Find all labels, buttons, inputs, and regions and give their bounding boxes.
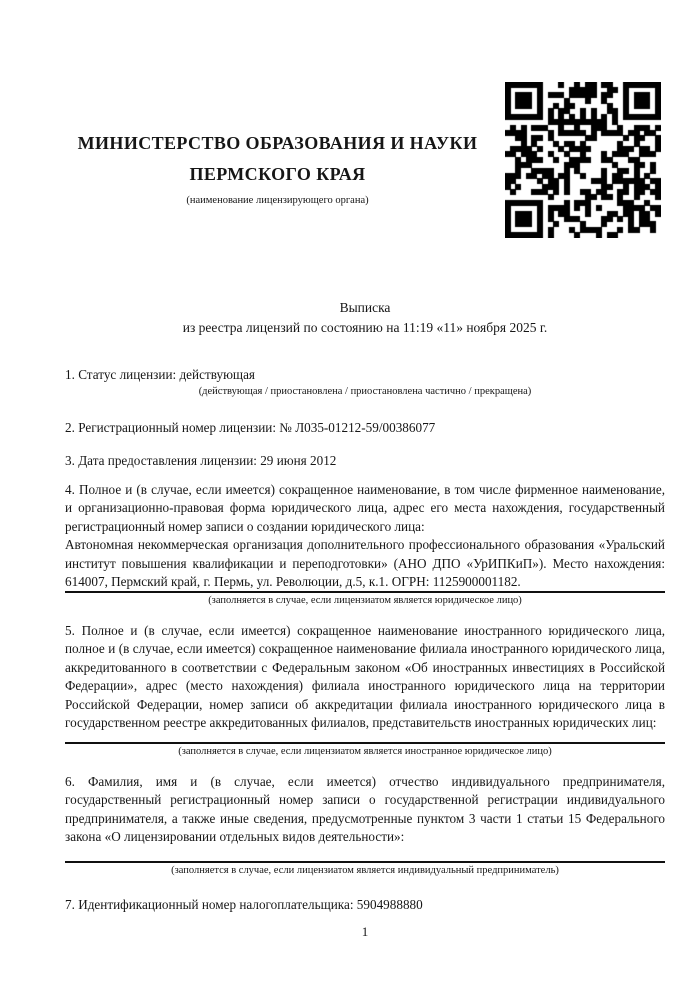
individual-entrepreneur-rule [65,861,665,863]
registration-number-text: 2. Регистрационный номер лицензии: № Л035-01212-59/00386077 [65,420,436,435]
foreign-entity-text: 5. Полное и (в случае, если имеется) сокращенное наименование иностранного юридического лица, полное и (в случае, если имеется) сокращенное наименование филиала иностранного юридического лица, аккредитованного в соответствии с Федеральным законом «Об иностранных инвестициях в Российской Федерации», адрес (место нахождения) филиала иностранного юридического лица на территории Российской Федерации, номер записи об аккредитации филиала иностранного юридического лица в государственном реестре аккредитованных филиалов, представительств иностранных юридических лиц: [65,623,665,731]
ministry-name-line1: МИНИСТЕРСТВО ОБРАЗОВАНИЯ И НАУКИ [77,133,478,153]
item-foreign-entity [65,622,665,758]
license-status-options-caption: (действующая / приостановлена / приостановлена частично / прекращена) [198,386,532,398]
item-taxpayer-number [65,896,665,914]
grant-date-text: 3. Дата предоставления лицензии: 29 июня 2012 [65,453,337,468]
foreign-entity-caption: (заполняется в случае, если лицензиатом является иностранное юридическое лицо) [178,746,552,758]
item-registration-number [65,419,665,437]
document-title-line2: из реестра лицензий по состоянию на 11:19 «11» ноября 2025 г. [182,319,548,335]
item-individual-entrepreneur [65,773,665,877]
ministry-caption: (наименование лицензирующего органа) [186,195,369,206]
legal-entity-text: 4. Полное и (в случае, если имеется) сокращенное наименование, в том числе фирменное наименование, и организационно-правовая форма юридического лица, адрес его места нахождения, государственный регистрационный номер записи о создании юридического лица: [65,482,665,534]
document-title-line1: Выписка [339,300,391,315]
qr-code-icon [505,82,661,238]
taxpayer-number-text: 7. Идентификационный номер налогоплательщика: 5904988880 [65,897,423,912]
document-title [65,298,665,337]
individual-entrepreneur-caption: (заполняется в случае, если лицензиатом является индивидуальный предприниматель) [171,864,559,876]
foreign-entity-rule [65,742,665,744]
item-legal-entity [65,481,665,607]
licensing-authority-header [65,128,490,207]
legal-entity-value: Автономная некоммерческая организация дополнительного профессионального образования «Уральский институт повышения квалификации и переподготовки» (АНО ДПО «УрИПКиП»). Место нахождения: 614007, Пермский край, г. Пермь, ул. Революции, д.5, к.1. ОГРН: 1125900001182. [65,537,665,590]
legal-entity-caption: (заполняется в случае, если лицензиатом является юридическое лицо) [208,595,522,607]
item-grant-date [65,452,665,470]
page-number: 1 [361,924,369,939]
ministry-name-line2: ПЕРМСКОГО КРАЯ [189,164,366,184]
individual-entrepreneur-text: 6. Фамилия, имя и (в случае, если имеется) отчество индивидуального предпринимателя, государственный регистрационный номер записи о государственной регистрации индивидуального предпринимателя, а также иные сведения, предусмотренные пунктом 3 части 1 статьи 15 Федерального закона «О лицензировании отдельных видов деятельности»: [65,774,665,845]
legal-entity-rule [65,591,665,593]
item-license-status [65,366,665,398]
license-status-text: 1. Статус лицензии: действующая [65,367,256,382]
